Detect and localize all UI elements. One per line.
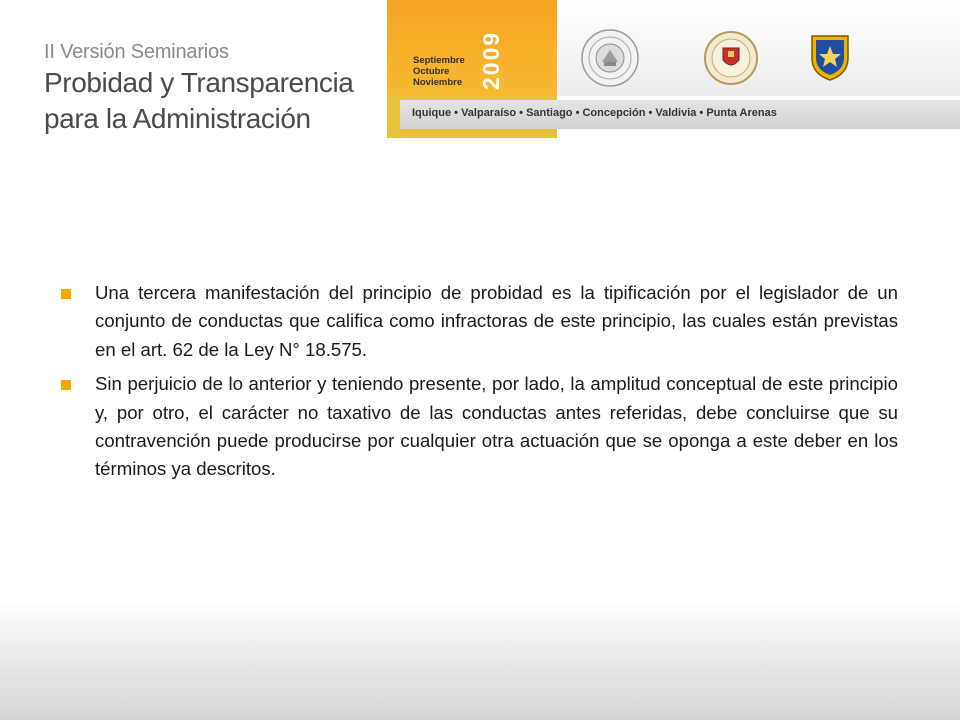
cities-list: Iquique • Valparaíso • Santiago • Concepción • Valdivia • Punta Arenas: [412, 107, 777, 119]
seminar-subtitle: II Versión Seminarios: [44, 41, 229, 63]
month-october: Octubre: [413, 66, 450, 77]
bullet-text: Sin perjuicio de lo anterior y teniendo presente, por lado, la amplitud conceptual de este principio y, por otro, el carácter no taxativo de las conductas antes referidas, debe concluirse que su contravención puede producirse por cualquier otra actuación que se oponga a este deber en los términos ya descritos.: [95, 373, 898, 480]
university-seal-icon: [703, 30, 759, 86]
bullet-square-icon: [61, 380, 71, 390]
contraloria-seal-icon: [580, 28, 640, 88]
month-september: Septiembre: [413, 55, 465, 66]
presentation-title: [44, 40, 384, 136]
bullet-item: [58, 279, 898, 364]
bullet-text: Una tercera manifestación del principio de probidad es la tipificación por el legislador de un conjunto de conductas que califica como infractoras de este principio, las cuales están previstas en el art. 62 de la Ley N° 18.575.: [95, 282, 898, 360]
bullet-item: [58, 370, 898, 484]
month-november: Noviembre: [413, 77, 463, 88]
title-line-1: Probidad y Transparencia: [44, 67, 354, 98]
cities-bar: [400, 100, 960, 129]
university-shield-icon: [808, 32, 852, 82]
footer-gradient: [0, 600, 960, 720]
bullet-square-icon: [61, 289, 71, 299]
event-year-label: 2009: [478, 30, 504, 90]
event-months: [413, 55, 465, 88]
slide-content: [58, 279, 898, 490]
title-line-2: para la Administración: [44, 103, 311, 134]
